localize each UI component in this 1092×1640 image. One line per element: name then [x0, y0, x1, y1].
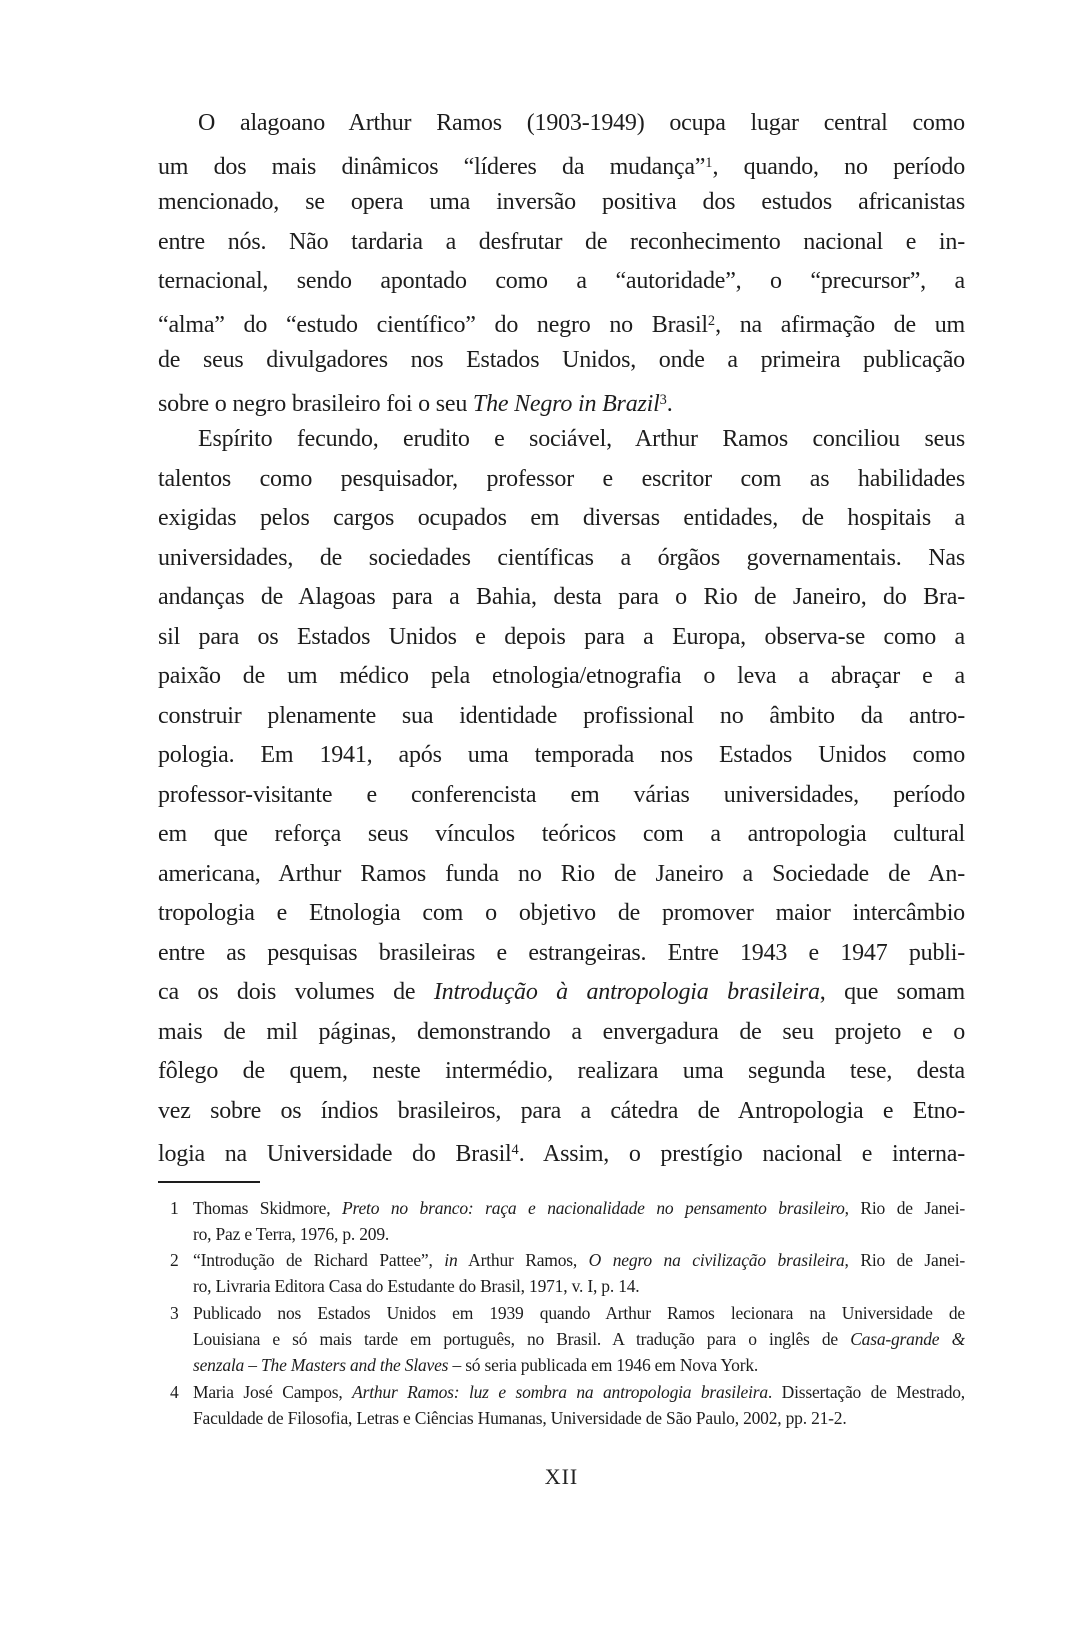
text-run: mencionado, se opera uma inversão positiva dos estudos africanistas: [158, 189, 965, 215]
text-run: Thomas Skidmore,: [193, 1197, 343, 1218]
text-run: , quando, no período: [712, 153, 965, 180]
text-line: [158, 223, 965, 263]
text-line: [158, 1013, 965, 1053]
text-line: [158, 1092, 965, 1132]
text-line: [158, 855, 965, 895]
text-run: ro, Paz e Terra, 1976, p. 209.: [193, 1223, 390, 1244]
text-run: –: [244, 1355, 262, 1376]
text-line: [193, 1405, 965, 1431]
text-run: paixão de um médico pela etnologia/etnografia o leva a abraçar e a: [158, 663, 965, 689]
italic-title: in: [444, 1250, 458, 1271]
italic-title: Preto no branco: raça e nacionalidade no pensamento brasileiro: [342, 1197, 845, 1218]
text-line: [193, 1300, 965, 1326]
text-run: logia na Universidade do Brasil: [158, 1141, 512, 1168]
text-line: [158, 894, 965, 934]
text-run: .: [666, 390, 673, 417]
text-run: andanças de Alagoas para a Bahia, desta para o Rio de Janeiro, do Bra-: [158, 584, 965, 610]
italic-title: Introdução à antropologia brasileira: [433, 979, 820, 1005]
italic-title: The Masters and the Slaves: [261, 1355, 449, 1376]
text-line: [158, 973, 965, 1013]
text-run: “alma” do “estudo científico” do negro no Brasil: [158, 311, 708, 338]
text-run: ca os dois volumes de: [158, 979, 434, 1005]
text-run: , Rio de Janei-: [844, 1250, 965, 1271]
text-line: [158, 1052, 965, 1092]
text-run: entre as pesquisas brasileiras e estrangeiras. Entre 1943 e 1947 publi-: [158, 939, 965, 966]
text-line: [158, 499, 965, 539]
footnote: [158, 1379, 965, 1432]
text-run: Espírito fecundo, erudito e sociável, Arthur Ramos conciliou seus: [198, 426, 965, 452]
text-run: Publicado nos Estados Unidos em 1939 quando Arthur Ramos lecionara na Universidade de: [193, 1302, 965, 1323]
page-number: XII: [544, 1464, 579, 1489]
text-run: Maria José Campos,: [193, 1381, 353, 1402]
text-line: [158, 262, 965, 302]
text-run: . Dissertação de Mestrado,: [767, 1381, 965, 1402]
italic-title: O negro na civilização brasileira: [588, 1250, 845, 1271]
text-line: [193, 1195, 965, 1221]
text-line: [158, 144, 965, 184]
text-line: [193, 1326, 965, 1352]
text-line: [193, 1379, 965, 1405]
text-line: [158, 776, 965, 816]
italic-title: Arthur Ramos: luz e sombra na antropologia brasileira: [352, 1381, 768, 1402]
footnote-marker: 3: [659, 391, 667, 408]
text-line: [158, 736, 965, 776]
text-run: entre nós. Não tardaria a desfrutar de reconhecimento nacional e in-: [158, 228, 965, 255]
text-line: [158, 302, 965, 342]
text-run: vez sobre os índios brasileiros, para a cátedra de Antropologia e Etno-: [158, 1097, 965, 1124]
footnote-separator-rule: [158, 1181, 260, 1183]
text-line: [158, 815, 965, 855]
text-line: [158, 657, 965, 697]
text-line: [158, 1131, 965, 1171]
text-line: [158, 578, 965, 618]
text-run: pologia. Em 1941, após uma temporada nos Estados Unidos como: [158, 742, 965, 768]
footnote-number: 1: [170, 1197, 179, 1218]
footnote: [158, 1247, 965, 1300]
footnote-marker: 4: [511, 1142, 519, 1158]
text-run: O alagoano Arthur Ramos (1903-1949) ocupa lugar central como: [198, 110, 965, 136]
text-run: tropologia e Etnologia com o objetivo de promover maior intercâmbio: [158, 900, 965, 926]
text-line: [158, 697, 965, 737]
text-line: [193, 1221, 965, 1247]
text-run: – só seria publicada em 1946 em Nova York.: [448, 1355, 759, 1376]
text-run: americana, Arthur Ramos funda no Rio de Janeiro a Sociedade de An-: [158, 860, 965, 887]
text-line: [158, 341, 965, 381]
text-line: [193, 1352, 965, 1378]
text-run: em que reforça seus vínculos teóricos com a antropologia cultural: [158, 821, 965, 847]
text-line: [158, 104, 965, 144]
text-run: professor-visitante e conferencista em várias universidades, período: [158, 781, 965, 808]
text-line: [158, 420, 965, 460]
footnote-number: 2: [170, 1250, 179, 1271]
footnote-number: 3: [170, 1302, 179, 1323]
text-line: [158, 381, 965, 421]
text-run: Faculdade de Filosofia, Letras e Ciências Humanas, Universidade de São Paulo, 2002, pp. 21-2.: [193, 1407, 847, 1428]
footnote-number: 4: [170, 1381, 179, 1402]
text-run: , Rio de Janei-: [844, 1197, 965, 1218]
footnote: [158, 1195, 965, 1248]
footnote-marker: 2: [707, 312, 716, 329]
italic-title: The Negro in Brazil: [472, 390, 660, 417]
text-run: ro, Livraria Editora Casa do Estudante do Brasil, 1971, v. I, p. 14.: [193, 1276, 640, 1297]
footnote-marker: 1: [705, 154, 713, 171]
text-run: Louisiana e só mais tarde em português, no Brasil. A tradução para o inglês de: [193, 1328, 851, 1349]
text-run: sil para os Estados Unidos e depois para a Europa, observa-se como a: [158, 623, 965, 650]
text-run: fôlego de quem, neste intermédio, realizara uma segunda tese, desta: [158, 1058, 965, 1084]
text-line: [158, 460, 965, 500]
text-line: [193, 1273, 965, 1299]
text-run: “Introdução de Richard Pattee”,: [193, 1250, 445, 1271]
text-run: construir plenamente sua identidade profissional no âmbito da antro-: [158, 702, 965, 729]
text-run: , que somam: [819, 979, 965, 1005]
text-run: mais de mil páginas, demonstrando a envergadura de seu projeto e o: [158, 1018, 965, 1045]
text-line: [193, 1247, 965, 1273]
footnotes-section: [158, 1195, 965, 1432]
text-line: [158, 183, 965, 223]
paragraph: [158, 104, 965, 420]
text-run: universidades, de sociedades científicas a órgãos governamentais. Nas: [158, 544, 965, 571]
italic-title: Casa-grande &: [850, 1328, 965, 1349]
text-run: Arthur Ramos,: [457, 1250, 589, 1271]
text-run: exigidas pelos cargos ocupados em diversas entidades, de hospitais a: [158, 505, 965, 531]
text-line: [158, 934, 965, 974]
text-line: [158, 539, 965, 579]
text-run: , na afirmação de um: [715, 311, 965, 338]
footnote: [158, 1300, 965, 1379]
text-run: um dos mais dinâmicos “líderes da mudança”: [158, 153, 706, 180]
text-run: talentos como pesquisador, professor e escritor com as habilidades: [158, 465, 965, 492]
text-run: de seus divulgadores nos Estados Unidos, onde a primeira publicação: [158, 347, 965, 373]
body-paragraphs: [158, 104, 965, 1171]
text-line: [158, 618, 965, 658]
italic-title: senzala: [193, 1355, 245, 1376]
paragraph: [158, 420, 965, 1171]
text-run: ternacional, sendo apontado como a “autoridade”, o “precursor”, a: [158, 268, 965, 294]
text-run: sobre o negro brasileiro foi o seu: [158, 390, 473, 417]
page-text-block: [158, 104, 965, 1431]
text-run: . Assim, o prestígio nacional e interna-: [518, 1141, 965, 1168]
